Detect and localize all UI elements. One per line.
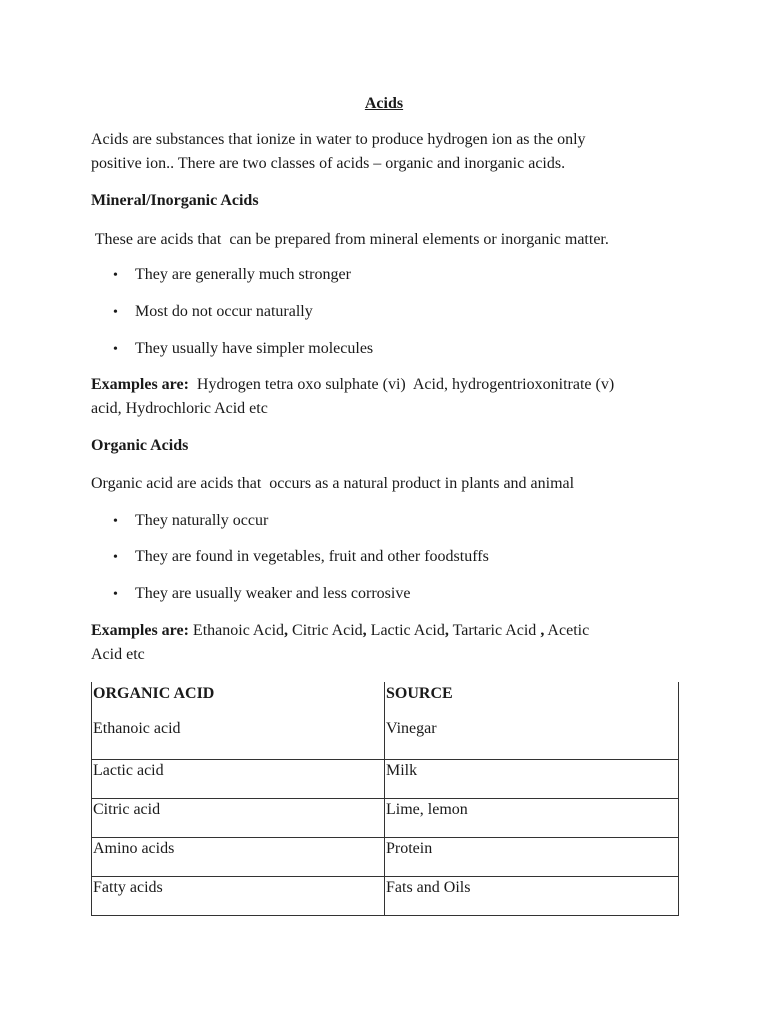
example-sep: , xyxy=(284,622,289,639)
organic-examples-line-2: Acid etc xyxy=(91,646,145,663)
example-item: Ethanoic Acid xyxy=(192,622,285,639)
examples-label: Examples are: xyxy=(91,376,189,393)
example-item: Tartaric Acid xyxy=(452,622,541,639)
intro-line-2: positive ion.. There are two classes of acids – organic and inorganic acids. xyxy=(91,155,566,172)
mineral-bullet-1 xyxy=(113,265,351,286)
page-title: Acids xyxy=(364,95,404,112)
table-cell: Lime, lemon xyxy=(385,798,679,837)
mineral-examples-line-2: acid, Hydrochloric Acid etc xyxy=(91,400,268,417)
table-header-row xyxy=(92,682,679,719)
organic-acid-source-table xyxy=(91,682,679,916)
mineral-bullet-3 xyxy=(113,339,373,360)
organic-bullet-1 xyxy=(113,511,268,532)
bullet-text: They naturally occur xyxy=(135,512,269,529)
examples-label: Examples are: xyxy=(91,622,189,639)
table-cell: Lactic acid xyxy=(92,759,385,798)
table-cell: Vinegar xyxy=(385,719,679,759)
bullet-text: They are generally much stronger xyxy=(135,266,351,283)
example-sep: , xyxy=(444,622,449,639)
table-cell: Fatty acids xyxy=(92,876,385,915)
intro-line-1: Acids are substances that ionize in water to produce hydrogen ion as the only xyxy=(91,131,586,148)
bullet-text: Most do not occur naturally xyxy=(135,303,313,320)
table-row xyxy=(92,837,679,876)
mineral-heading: Mineral/Inorganic Acids xyxy=(91,192,259,209)
bullet-glyph: • xyxy=(113,268,118,283)
example-item: Acetic xyxy=(544,622,590,639)
table-cell: Ethanoic acid xyxy=(92,719,385,759)
bullet-glyph: • xyxy=(113,587,118,602)
bullet-text: They are found in vegetables, fruit and other foodstuffs xyxy=(135,548,489,565)
mineral-bullet-2 xyxy=(113,302,313,323)
intro-paragraph xyxy=(91,128,691,176)
bullet-text: They are usually weaker and less corrosive xyxy=(135,585,411,602)
organic-heading: Organic Acids xyxy=(91,437,189,454)
table-row xyxy=(92,876,679,915)
table-cell: Fats and Oils xyxy=(385,876,679,915)
mineral-examples-line-1: Hydrogen tetra oxo sulphate (vi) Acid, hydrogentrioxonitrate (v) xyxy=(188,376,615,393)
table-cell: Protein xyxy=(385,837,679,876)
mineral-examples xyxy=(91,373,691,421)
table-header-cell: ORGANIC ACID xyxy=(92,682,385,719)
table-row xyxy=(92,719,679,759)
bullet-glyph: • xyxy=(113,514,118,529)
bullet-glyph: • xyxy=(113,305,118,320)
example-sep: , xyxy=(362,622,367,639)
table-cell: Amino acids xyxy=(92,837,385,876)
bullet-text: They usually have simpler molecules xyxy=(135,340,374,357)
example-item: Lactic Acid xyxy=(370,622,445,639)
organic-bullet-3 xyxy=(113,584,410,605)
organic-examples xyxy=(91,619,691,667)
example-item: Citric Acid xyxy=(292,622,363,639)
table-cell: Citric acid xyxy=(92,798,385,837)
organic-description: Organic acid are acids that occurs as a natural product in plants and animal xyxy=(91,475,575,492)
mineral-description: These are acids that can be prepared from mineral elements or inorganic matter. xyxy=(91,231,609,248)
organic-bullet-2 xyxy=(113,547,489,568)
table-row xyxy=(92,759,679,798)
table-row xyxy=(92,798,679,837)
example-sep: , xyxy=(540,622,545,639)
bullet-glyph: • xyxy=(113,342,118,357)
bullet-glyph: • xyxy=(113,550,118,565)
table-header-cell: SOURCE xyxy=(385,682,679,719)
table-cell: Milk xyxy=(385,759,679,798)
